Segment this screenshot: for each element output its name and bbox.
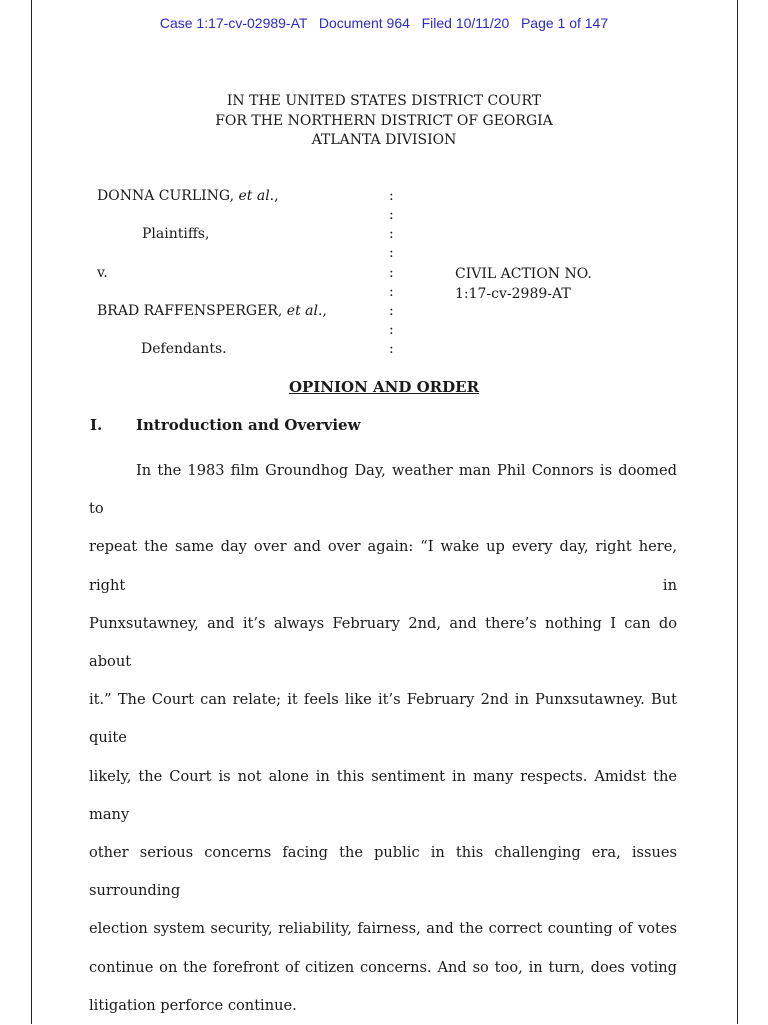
body-line: it.” The Court can relate; it feels like it’s February 2nd in Punxsutawney. But quite	[89, 691, 677, 747]
section-title: Introduction and Overview	[136, 416, 361, 434]
defendant-et-al: et al	[286, 303, 318, 319]
body-line: repeat the same day over and over again: “I wake up every day, right here, right in	[89, 538, 677, 594]
caption-colon: :	[389, 245, 394, 261]
defendant-suffix: .,	[317, 303, 327, 319]
defendant-party	[97, 303, 327, 319]
caption-colon: :	[389, 284, 394, 300]
court-heading	[0, 92, 768, 151]
caption-colon: :	[389, 341, 394, 357]
body-paragraph	[89, 452, 677, 1025]
plaintiff-et-al: et al	[238, 188, 270, 204]
civil-action-label: CIVIL ACTION NO.	[455, 266, 592, 282]
defendant-name: BRAD RAFFENSPERGER,	[97, 303, 287, 319]
plaintiff-party	[97, 188, 279, 204]
ecf-header-stamp: Case 1:17-cv-02989-AT Document 964 Filed 10/11/20 Page 1 of 147	[159, 15, 609, 31]
caption-colon: :	[389, 226, 394, 242]
body-line: likely, the Court is not alone in this sentiment in many respects. Amidst the many	[89, 767, 677, 823]
caption-colon: :	[389, 207, 394, 223]
plaintiff-suffix: .,	[269, 188, 279, 204]
civil-action-block	[455, 265, 592, 304]
page-border-left	[31, 0, 32, 1024]
body-line: continue on the forefront of citizen concerns. And so too, in turn, does voting	[89, 958, 677, 976]
court-heading-line-3: ATLANTA DIVISION	[311, 132, 457, 148]
versus-label: v.	[97, 265, 108, 281]
caption-colon: :	[389, 303, 394, 319]
body-line: In the 1983 film Groundhog Day, weather man Phil Connors is doomed to	[89, 462, 677, 518]
order-title: OPINION AND ORDER	[288, 378, 480, 396]
body-line: litigation perforce continue.	[89, 996, 297, 1014]
page-border-right	[737, 0, 738, 1024]
caption-colon: :	[389, 265, 394, 281]
caption-colon: :	[389, 188, 394, 204]
defendants-label: Defendants.	[141, 341, 227, 357]
section-number: I.	[90, 416, 103, 434]
body-line: Punxsutawney, and it’s always February 2nd, and there’s nothing I can do about	[89, 614, 677, 671]
civil-action-number: 1:17-cv-2989-AT	[455, 285, 571, 302]
body-line: other serious concerns facing the public in this challenging era, issues surrounding	[89, 844, 677, 900]
court-heading-line-1: IN THE UNITED STATES DISTRICT COURT	[226, 93, 542, 109]
court-heading-line-2: FOR THE NORTHERN DISTRICT OF GEORGIA	[215, 112, 553, 129]
plaintiff-name: DONNA CURLING,	[97, 188, 239, 204]
body-line: election system security, reliability, fairness, and the correct counting of votes	[89, 920, 677, 938]
caption-colon: :	[389, 322, 394, 338]
plaintiffs-label: Plaintiffs,	[142, 226, 210, 242]
